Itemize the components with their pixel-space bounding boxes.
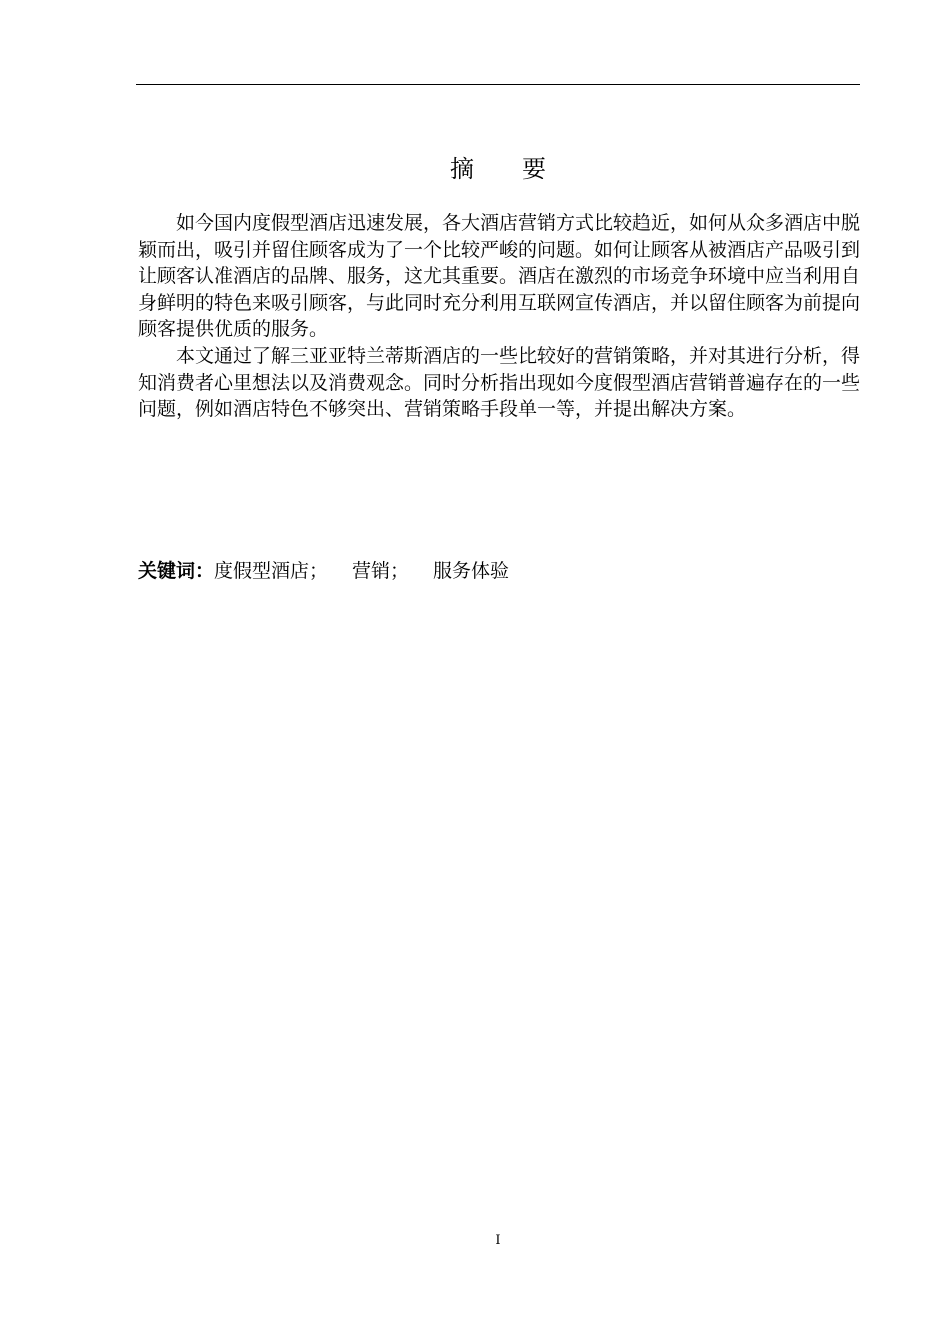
keywords-line [138, 556, 860, 586]
title-char-1: 摘 [450, 155, 474, 183]
keywords-label: 关键词： [138, 560, 215, 582]
page-number: I [495, 1233, 501, 1248]
keyword-3: 服务体验 [433, 560, 510, 582]
abstract-paragraph-2: 本文通过了解三亚亚特兰蒂斯酒店的一些比较好的营销策略，并对其进行分析，得知消费者心里想法以及消费观念。同时分析指出现如今度假型酒店营销普遍存在的一些问题，例如酒店特色不够突出、营销策略手段单一等，并提出解决方案。 [138, 344, 861, 421]
title-char-2: 要 [522, 155, 546, 183]
keyword-2: 营销； [352, 560, 410, 582]
abstract-paragraph-1: 如今国内度假型酒店迅速发展，各大酒店营销方式比较趋近，如何从众多酒店中脱颖而出，吸引并留住顾客成为了一个比较严峻的问题。如何让顾客从被酒店产品吸引到让顾客认准酒店的品牌、服务，这尤其重要。酒店在激烈的市场竞争环境中应当利用自身鲜明的特色来吸引顾客，与此同时充分利用互联网宣传酒店，并以留住顾客为前提向顾客提供优质的服务。 [138, 212, 861, 341]
header-rule [136, 84, 860, 85]
keyword-1: 度假型酒店； [214, 560, 329, 582]
abstract-title [136, 152, 860, 186]
abstract-body [138, 210, 860, 423]
